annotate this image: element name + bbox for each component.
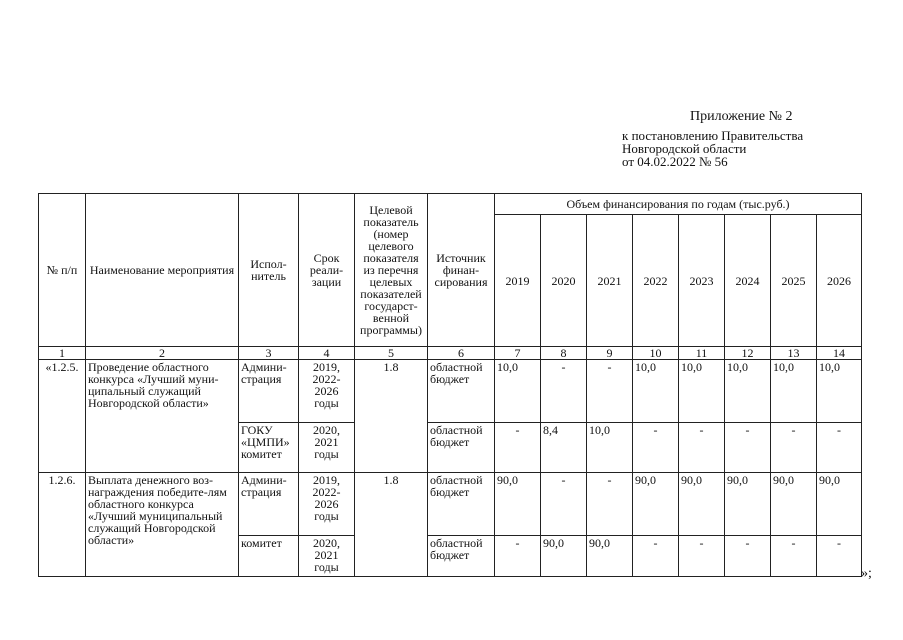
- column-number: 1: [39, 347, 86, 360]
- executor: комитет: [239, 536, 299, 577]
- funding-value: -: [679, 536, 725, 577]
- funding-value: -: [771, 423, 817, 473]
- year-header: 2022: [633, 215, 679, 347]
- appendix-title: Приложение № 2: [690, 109, 793, 124]
- executor: Админи-страция: [239, 360, 299, 423]
- column-number: 11: [679, 347, 725, 360]
- funding-value: -: [817, 423, 862, 473]
- column-number: 7: [495, 347, 541, 360]
- column-number: 2: [86, 347, 239, 360]
- executor: ГОКУ «ЦМПИ» комитет: [239, 423, 299, 473]
- row-number: 1.2.6.: [39, 473, 86, 577]
- funding-source: областной бюджет: [428, 360, 495, 423]
- funding-value: 10,0: [725, 360, 771, 423]
- term: 2020, 2021 годы: [299, 536, 355, 577]
- funding-value: 90,0: [817, 473, 862, 536]
- funding-table: [38, 193, 862, 577]
- funding-value: -: [633, 423, 679, 473]
- funding-value: -: [679, 423, 725, 473]
- column-number: 4: [299, 347, 355, 360]
- column-number: 13: [771, 347, 817, 360]
- funding-value: -: [771, 536, 817, 577]
- funding-source: областной бюджет: [428, 423, 495, 473]
- column-number: 10: [633, 347, 679, 360]
- funding-value: -: [495, 423, 541, 473]
- executor: Админи-страция: [239, 473, 299, 536]
- target-indicator: 1.8: [355, 360, 428, 473]
- column-number: 6: [428, 347, 495, 360]
- term: 2019, 2022-2026 годы: [299, 473, 355, 536]
- funding-value: 90,0: [633, 473, 679, 536]
- funding-value: 90,0: [725, 473, 771, 536]
- funding-value: 10,0: [771, 360, 817, 423]
- funding-value: 8,4: [541, 423, 587, 473]
- funding-value: -: [633, 536, 679, 577]
- funding-value: -: [817, 536, 862, 577]
- row-number: «1.2.5.: [39, 360, 86, 473]
- funding-value: -: [541, 360, 587, 423]
- column-number: 9: [587, 347, 633, 360]
- year-header: 2019: [495, 215, 541, 347]
- header-name: Наименование мероприятия: [86, 194, 239, 347]
- column-number: 3: [239, 347, 299, 360]
- decree-line-3: от 04.02.2022 № 56: [622, 154, 728, 169]
- funding-source: областной бюджет: [428, 473, 495, 536]
- funding-value: 90,0: [495, 473, 541, 536]
- decree-line-1: к постановлению Правительства: [622, 128, 804, 143]
- year-header: 2021: [587, 215, 633, 347]
- funding-value: -: [587, 360, 633, 423]
- funding-value: 10,0: [679, 360, 725, 423]
- year-header: 2020: [541, 215, 587, 347]
- funding-value: 90,0: [679, 473, 725, 536]
- column-number: 14: [817, 347, 862, 360]
- header-target: Целевой показатель (номер целевого показателя из перечня целевых показателей государст-венной программы): [355, 194, 428, 347]
- header-source: Источник финан-сирования: [428, 194, 495, 347]
- funding-value: -: [725, 536, 771, 577]
- header-funding: Объем финансирования по годам (тыс.руб.): [495, 194, 862, 215]
- year-header: 2023: [679, 215, 725, 347]
- funding-value: 10,0: [495, 360, 541, 423]
- funding-value: 10,0: [633, 360, 679, 423]
- funding-value: 90,0: [541, 536, 587, 577]
- target-indicator: 1.8: [355, 473, 428, 577]
- funding-value: 10,0: [817, 360, 862, 423]
- funding-source: областной бюджет: [428, 536, 495, 577]
- funding-value: -: [495, 536, 541, 577]
- year-header: 2024: [725, 215, 771, 347]
- term: 2019, 2022-2026 годы: [299, 360, 355, 423]
- table-row: [39, 473, 862, 536]
- funding-value: 90,0: [771, 473, 817, 536]
- year-header: 2026: [817, 215, 862, 347]
- header-term: Срок реали-зации: [299, 194, 355, 347]
- table-row: [39, 360, 862, 423]
- funding-value: -: [541, 473, 587, 536]
- funding-value: -: [725, 423, 771, 473]
- closing-quote: »;: [861, 566, 872, 581]
- activity-name: Выплата денежного воз-награждения победите-лям областного конкурса «Лучший муниципальный служащий Новгородской области»: [86, 473, 239, 577]
- column-number: 12: [725, 347, 771, 360]
- decree-line-2: Новгородской области: [622, 141, 747, 156]
- year-header: 2025: [771, 215, 817, 347]
- funding-value: 90,0: [587, 536, 633, 577]
- funding-value: 10,0: [587, 423, 633, 473]
- column-number: 5: [355, 347, 428, 360]
- activity-name: Проведение областного конкурса «Лучший муни-ципальный служащий Новгородской области»: [86, 360, 239, 473]
- term: 2020, 2021 годы: [299, 423, 355, 473]
- header-executor: Испол-нитель: [239, 194, 299, 347]
- column-number: 8: [541, 347, 587, 360]
- header-no: № п/п: [39, 194, 86, 347]
- funding-value: -: [587, 473, 633, 536]
